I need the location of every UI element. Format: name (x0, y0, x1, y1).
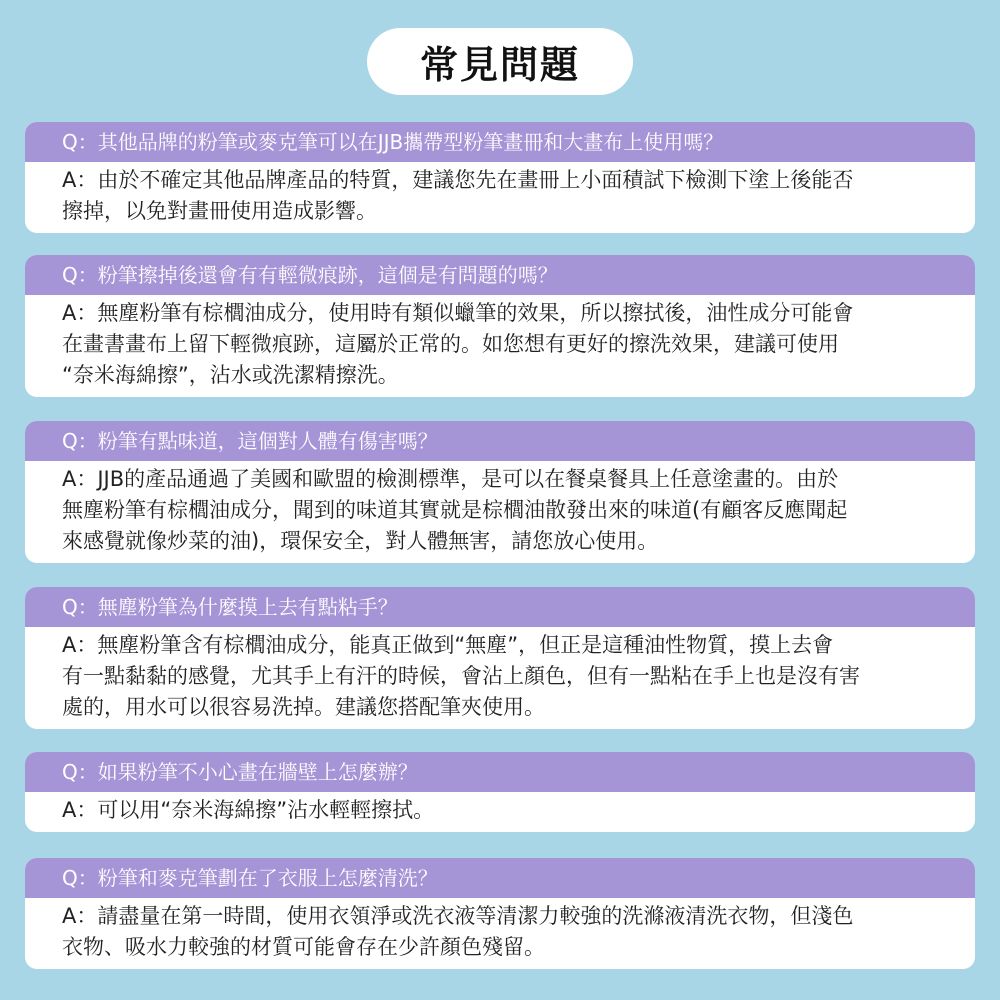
answer-line: A：請盡量在第一時間，使用衣領淨或洗衣液等清潔力較強的洗滌液清洗衣物，但淺色 (62, 904, 854, 928)
faq-answer (25, 162, 975, 233)
faq-answer (25, 627, 975, 729)
faq-item (25, 752, 975, 832)
answer-line: A：無塵粉筆有棕櫚油成分，使用時有類似蠟筆的效果，所以擦拭後，油性成分可能會 (62, 301, 854, 325)
faq-question: Q：如果粉筆不小心畫在牆壁上怎麼辦？ (25, 752, 975, 792)
answer-line: 處的，用水可以很容易洗掉。建議您搭配筆夾使用。 (62, 695, 545, 719)
faq-answer (25, 898, 975, 969)
faq-item (25, 255, 975, 397)
answer-line: 在畫書畫布上留下輕微痕跡，這屬於正常的。如您想有更好的擦洗效果，建議可使用 (62, 332, 839, 356)
faq-answer (25, 461, 975, 563)
faq-question: Q：其他品牌的粉筆或麥克筆可以在JJB攜帶型粉筆畫冊和大畫布上使用嗎？ (25, 122, 975, 162)
answer-line: 衣物、吸水力較強的材質可能會存在少許顏色殘留。 (62, 935, 545, 959)
faq-question: Q：粉筆和麥克筆劃在了衣服上怎麼清洗？ (25, 858, 975, 898)
answer-line: A：無塵粉筆含有棕櫚油成分，能真正做到“無塵”，但正是這種油性物質，摸上去會 (62, 633, 834, 657)
answer-line: 擦掉，以免對畫冊使用造成影響。 (62, 199, 377, 223)
faq-question: Q：粉筆擦掉後還會有有輕微痕跡，這個是有問題的嗎？ (25, 255, 975, 295)
answer-line: A：由於不確定其他品牌產品的特質，建議您先在畫冊上小面積試下檢測下塗上後能否 (62, 168, 854, 192)
answer-line: 來感覺就像炒菜的油)，環保安全，對人體無害，請您放心使用。 (62, 529, 659, 553)
faq-question: Q：無塵粉筆為什麼摸上去有點粘手？ (25, 587, 975, 627)
page-title: 常見問題 (367, 28, 633, 95)
answer-line: 有一點黏黏的感覺，尤其手上有汗的時候，會沾上顏色，但有一點粘在手上也是沒有害 (62, 664, 860, 688)
faq-question: Q：粉筆有點味道，這個對人體有傷害嗎？ (25, 421, 975, 461)
answer-line: 無塵粉筆有棕櫚油成分，聞到的味道其實就是棕櫚油散發出來的味道(有顧客反應聞起 (62, 498, 848, 522)
faq-item (25, 122, 975, 233)
faq-answer (25, 792, 975, 832)
faq-answer (25, 295, 975, 397)
faq-item (25, 858, 975, 969)
answer-line: A：JJB的產品通過了美國和歐盟的檢測標準，是可以在餐桌餐具上任意塗畫的。由於 (62, 467, 839, 491)
faq-item (25, 587, 975, 729)
answer-line: “奈米海綿擦”，沾水或洗潔精擦洗。 (62, 363, 399, 387)
answer-line: A：可以用“奈米海綿擦”沾水輕輕擦拭。 (62, 798, 435, 822)
faq-item (25, 421, 975, 563)
